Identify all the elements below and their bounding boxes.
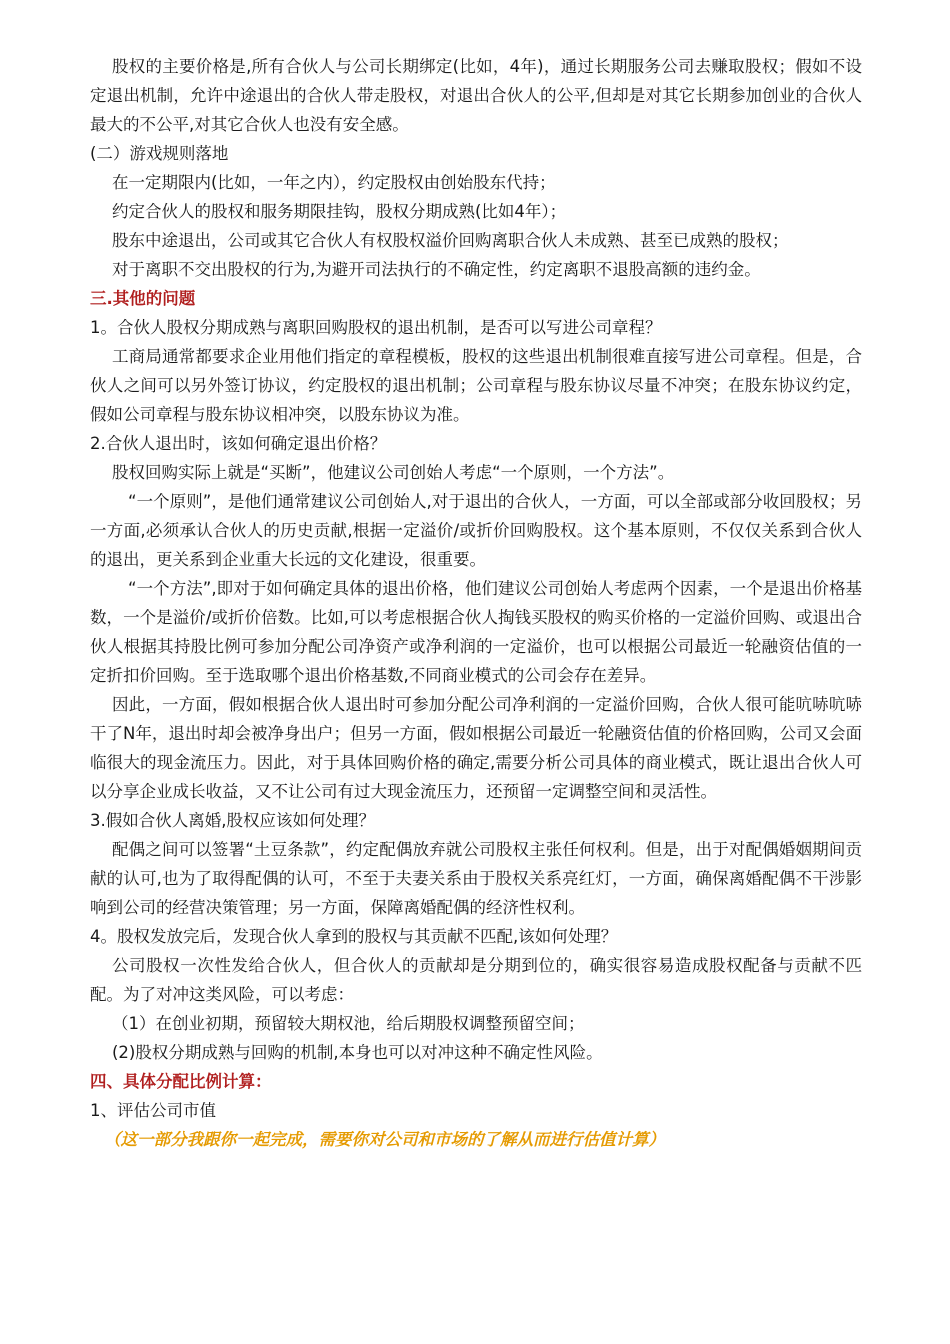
paragraph-equity-price: 股权的主要价格是,所有合伙人与公司长期绑定(比如，4年)，通过长期服务公司去赚取股权；假如不设定退出机制，允许中途退出的合伙人带走股权，对退出合伙人的公平,但却是对其它长期参加创业的合伙人最大的不公平,对其它合伙人也没有安全感。 bbox=[90, 57, 862, 134]
subheading-game-rules: (二）游戏规则落地 bbox=[90, 144, 229, 163]
allocation-note: （这一部分我跟你一起完成，需要你对公司和市场的了解从而进行估值计算） bbox=[104, 1130, 665, 1149]
answer-2-method: “一个方法”,即对于如何确定具体的退出价格，他们建议公司创始人考虑两个因素，一个是退出价格基数，一个是溢价/或折价倍数。比如,可以考虑根据合伙人掏钱买股权的购买价格的一定溢价回购、或退出合伙人根据其持股比例可参加分配公司净资产或净利润的一定溢价，也可以根据公司最近一轮融资估值的一定折扣价回购。至于选取哪个退出价格基数,不同商业模式的公司会存在差异。 bbox=[90, 579, 862, 685]
rule-item-vesting: 约定合伙人的股权和服务期限挂钩，股权分期成熟(比如4年）； bbox=[112, 202, 567, 221]
section-heading-other-issues: 三.其他的问题 bbox=[90, 289, 196, 308]
question-3: 3.假如合伙人离婚,股权应该如何处理？ bbox=[90, 811, 375, 830]
answer-3: 配偶之间可以签署“土豆条款”，约定配偶放弃就公司股权主张任何权利。但是，出于对配偶婚姻期间贡献的认可,也为了取得配偶的认可，不至于夫妻关系由于股权关系亮红灯，一方面，确保离婚配偶不干涉影响到公司的经营决策管理；另一方面，保障离婚配偶的经济性权利。 bbox=[90, 840, 862, 917]
question-4: 4。股权发放完后，发现合伙人拿到的股权与其贡献不匹配,该如何处理？ bbox=[90, 927, 618, 946]
answer-4-option-1: （1）在创业初期，预留较大期权池，给后期股权调整预留空间； bbox=[112, 1014, 585, 1033]
rule-item-holding: 在一定期限内(比如，一年之内），约定股权由创始股东代持； bbox=[112, 173, 556, 192]
question-1: 1。合伙人股权分期成熟与离职回购股权的退出机制，是否可以写进公司章程？ bbox=[90, 318, 662, 337]
answer-2-conclusion: 因此，一方面，假如根据合伙人退出时可参加分配公司净利润的一定溢价回购，合伙人很可能吭哧吭哧干了N年，退出时却会被净身出户；但另一方面，假如根据公司最近一轮融资估值的价格回购，公司又会面临很大的现金流压力。因此，对于具体回购价格的确定,需要分析公司具体的商业模式，既让退出合伙人可以分享企业成长收益，又不让公司有过大现金流压力，还预留一定调整空间和灵活性。 bbox=[90, 695, 862, 801]
answer-2-intro: 股权回购实际上就是“买断”，他建议公司创始人考虑“一个原则，一个方法”。 bbox=[112, 463, 675, 482]
rule-item-penalty: 对于离职不交出股权的行为,为避开司法执行的不确定性，约定离职不退股高额的违约金。 bbox=[112, 260, 761, 279]
rule-item-buyback: 股东中途退出，公司或其它合伙人有权股权溢价回购离职合伙人未成熟、甚至已成熟的股权； bbox=[112, 231, 789, 250]
allocation-step-1: 1、评估公司市值 bbox=[90, 1101, 216, 1120]
answer-4-option-2: (2)股权分期成熟与回购的机制,本身也可以对冲这种不确定性风险。 bbox=[112, 1043, 603, 1062]
question-2: 2.合伙人退出时，该如何确定退出价格？ bbox=[90, 434, 387, 453]
section-heading-allocation: 四、具体分配比例计算： bbox=[90, 1072, 272, 1091]
answer-1: 工商局通常都要求企业用他们指定的章程模板，股权的这些退出机制很难直接写进公司章程。但是，合伙人之间可以另外签订协议，约定股权的退出机制；公司章程与股东协议尽量不冲突；在股东协议约定，假如公司章程与股东协议相冲突，以股东协议为准。 bbox=[90, 347, 862, 424]
answer-4: 公司股权一次性发给合伙人，但合伙人的贡献却是分期到位的，确实很容易造成股权配备与贡献不匹配。为了对冲这类风险，可以考虑： bbox=[90, 956, 862, 1004]
answer-2-principle: “一个原则”，是他们通常建议公司创始人,对于退出的合伙人，一方面，可以全部或部分收回股权；另一方面,必须承认合伙人的历史贡献,根据一定溢价/或折价回购股权。这个基本原则，不仅仅关系到合伙人的退出，更关系到企业重大长远的文化建设，很重要。 bbox=[90, 492, 862, 569]
